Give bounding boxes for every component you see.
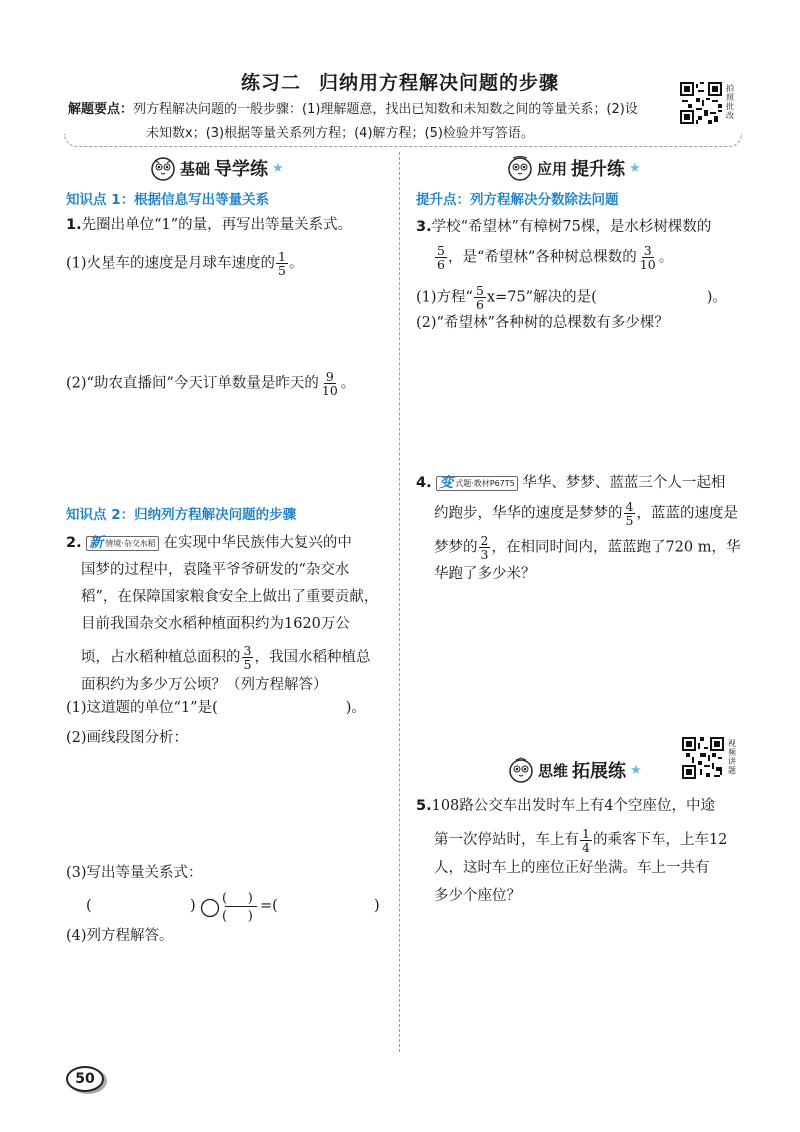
page-number: 50 bbox=[66, 1066, 104, 1092]
q5-line-3: 人，这时车上的座位正好坐满。车上一共有 bbox=[434, 860, 710, 876]
q4-line-3b: ，在相同时间内，蓝蓝跑了720 m，华 bbox=[491, 539, 741, 555]
paren-open: ( bbox=[86, 898, 92, 914]
q3-number: 3. bbox=[416, 219, 432, 235]
frac-den: 6 bbox=[437, 257, 445, 272]
knowledge-point-2: 知识点 2：归纳列方程解决问题的步骤 bbox=[66, 507, 297, 523]
frac-num: 5 bbox=[475, 283, 484, 298]
q3-s1-fraction bbox=[474, 284, 486, 311]
frac-den: 5 bbox=[278, 263, 286, 278]
q1-text: 先圈出单位“1”的量，再写出等量关系式。 bbox=[81, 217, 353, 233]
section-basic-header bbox=[150, 155, 284, 181]
q2-line-2: 国梦的过程中，袁隆平爷爷研发的“杂交水 bbox=[81, 562, 350, 578]
q2-sub-4: (4)列方程解答。 bbox=[66, 928, 174, 944]
q3-s1-a: (1)方程“ bbox=[416, 289, 473, 306]
q3-sub-2: (2)“希望林”各种树的总棵数有多少棵？ bbox=[416, 315, 669, 331]
q3-line-2b: 。 bbox=[658, 249, 674, 266]
operator-circle-blank[interactable] bbox=[200, 898, 220, 918]
frac-paren-bottom: ( ) bbox=[222, 909, 253, 924]
tips-label: 解题要点： bbox=[68, 102, 134, 117]
q3-s1-b: x=75”解决的是( bbox=[486, 289, 597, 306]
frac-paren-top: ( ) bbox=[222, 891, 253, 906]
q2-sub-1 bbox=[66, 697, 366, 719]
section-extend-b: 拓展练 bbox=[572, 761, 627, 782]
q4-tag bbox=[436, 476, 518, 491]
q1-p2-text: (2)“助农直播间”今天订单数量是昨天的 bbox=[66, 375, 319, 392]
tips-line-1: 列方程解决问题的一般步骤：(1)理解题意，找出已知数和未知数之间的等量关系；(2)设 bbox=[133, 102, 638, 117]
q2-line-5b: ，我国水稻种植总 bbox=[254, 649, 371, 666]
frac-num: 1 bbox=[278, 249, 286, 264]
q2-line-3: 稻”，在保障国家粮食安全上做出了重要贡献， bbox=[81, 589, 379, 605]
q4-fraction-1 bbox=[624, 500, 636, 527]
section-extend-header bbox=[508, 757, 642, 783]
frac-den: 3 bbox=[480, 546, 489, 562]
q4-fraction-2 bbox=[479, 534, 491, 561]
section-basic-a: 基础 bbox=[180, 159, 211, 178]
q3-line-2a: ，是“希望林”各种树总棵数的 bbox=[447, 249, 637, 266]
improvement-point: 提升点：列方程解决分数除法问题 bbox=[416, 192, 619, 208]
q5-line-4: 多少个座位？ bbox=[434, 888, 521, 904]
q2-s1-text: (1)这道题的单位“1”是( bbox=[66, 700, 218, 716]
q5-line-2a: 第一次停站时，车上有 bbox=[434, 832, 579, 848]
star-icon: ★ bbox=[630, 762, 642, 778]
lesson-label: 练习二 bbox=[240, 72, 301, 94]
frac-num: 5 bbox=[437, 243, 445, 258]
q1-part-2 bbox=[66, 370, 355, 397]
section-apply-b: 提升练 bbox=[571, 159, 626, 180]
q4-line-2b: ，蓝蓝的速度是 bbox=[636, 505, 738, 522]
owl-mascot-icon bbox=[508, 757, 534, 783]
frac-den: 10 bbox=[639, 257, 656, 272]
q4-line-2a: 约跑步，华华的速度是梦梦的 bbox=[434, 505, 623, 522]
qr-label: 拍照批改 bbox=[726, 84, 734, 120]
question-4 bbox=[416, 470, 746, 588]
owl-mascot-icon bbox=[507, 155, 533, 181]
equals-paren: =( bbox=[260, 898, 278, 914]
frac-num: 1 bbox=[582, 825, 590, 841]
qr2-label: 视频讲题 bbox=[728, 739, 736, 775]
section-apply-header bbox=[507, 155, 641, 181]
frac-den: 5 bbox=[625, 513, 634, 528]
q4-tag-a: 变 bbox=[439, 474, 454, 491]
q3-s1-c: )。 bbox=[706, 289, 727, 306]
frac-den: 6 bbox=[475, 297, 484, 312]
tips-frame bbox=[64, 134, 742, 147]
frac-den: 10 bbox=[321, 383, 338, 398]
column-divider bbox=[399, 152, 400, 1052]
q2-sub-3: (3)写出等量关系式： bbox=[66, 865, 203, 881]
question-5 bbox=[416, 792, 746, 910]
q3-line-1: 学校“希望林”有樟树75棵，是水杉树棵数的 bbox=[431, 219, 712, 235]
q5-number: 5. bbox=[416, 798, 432, 814]
question-2 bbox=[66, 530, 396, 699]
q4-line-1: 华华、梦梦、蓝蓝三个人一起相 bbox=[522, 475, 726, 491]
frac-num: 9 bbox=[325, 369, 334, 384]
q2-fraction bbox=[242, 644, 254, 671]
q2-line-1: 在实现中华民族伟大复兴的中 bbox=[163, 535, 352, 551]
q2-s1-end: )。 bbox=[345, 700, 366, 716]
frac-num: 4 bbox=[625, 499, 634, 514]
q2-line-5a: 顷，占水稻种植总面积的 bbox=[81, 649, 241, 666]
section-apply-a: 应用 bbox=[537, 159, 568, 178]
question-3 bbox=[416, 214, 746, 271]
q3-fraction-2 bbox=[638, 244, 658, 271]
q4-tag-b: 式题·教材P67T5 bbox=[455, 478, 515, 488]
star-icon: ★ bbox=[629, 160, 641, 176]
section-basic-b: 导学练 bbox=[214, 159, 269, 180]
frac-num: 2 bbox=[480, 532, 489, 548]
lesson-title: 归纳用方程解决问题的步骤 bbox=[319, 72, 560, 94]
paren-close: ) bbox=[190, 898, 196, 914]
q1-p2-fraction bbox=[320, 370, 340, 397]
q2-equation-template bbox=[86, 891, 386, 924]
q2-tag bbox=[86, 536, 159, 551]
q5-fraction bbox=[580, 827, 592, 854]
paren-close-2: ) bbox=[374, 898, 380, 914]
tips-line-2: 未知数x；(3)根据等量关系列方程；(4)解方程；(5)检验并写答语。 bbox=[146, 126, 534, 141]
q4-line-3a: 梦梦的 bbox=[434, 539, 478, 555]
owl-mascot-icon bbox=[150, 155, 176, 181]
q1-p1-end: 。 bbox=[289, 255, 304, 272]
q2-tag-b: 情境·杂交水稻 bbox=[105, 538, 156, 548]
frac-den: 4 bbox=[582, 839, 590, 855]
q1-number: 1. bbox=[66, 217, 82, 233]
q1-p2-end: 。 bbox=[340, 375, 356, 392]
q2-line-4: 目前我国杂交水稻种植面积约为1620万公 bbox=[81, 616, 350, 632]
section-extend-a: 思维 bbox=[538, 761, 569, 780]
knowledge-point-1: 知识点 1：根据信息写出等量关系 bbox=[66, 192, 270, 208]
frac-num: 3 bbox=[643, 243, 652, 258]
q5-line-2b: 的乘客下车，上车12 bbox=[592, 832, 728, 848]
frac-den: 5 bbox=[243, 657, 252, 672]
q5-line-1: 108路公交车出发时车上有4个空座位，中途 bbox=[431, 798, 716, 814]
qr-code-icon[interactable] bbox=[680, 82, 722, 124]
q2-line-6: 面积约为多少万公顷？（列方程解答） bbox=[81, 676, 328, 693]
star-icon: ★ bbox=[272, 160, 284, 176]
q1-p1-fraction bbox=[276, 250, 288, 277]
q1-part-1 bbox=[66, 250, 304, 277]
frac-num: 3 bbox=[243, 643, 252, 658]
q1-p1-text: (1)火星车的速度是月球车速度的 bbox=[66, 255, 276, 272]
q2-number: 2. bbox=[66, 535, 82, 551]
q3-sub-1 bbox=[416, 284, 727, 311]
q3-fraction-1 bbox=[435, 244, 447, 271]
q4-number: 4. bbox=[416, 475, 432, 491]
question-1 bbox=[66, 214, 396, 236]
q4-line-4: 华跑了多少米？ bbox=[434, 566, 536, 582]
qr-code-video-icon[interactable] bbox=[682, 737, 724, 779]
q2-sub-2: (2)画线段图分析： bbox=[66, 730, 189, 746]
q2-tag-a: 新 bbox=[89, 534, 104, 551]
